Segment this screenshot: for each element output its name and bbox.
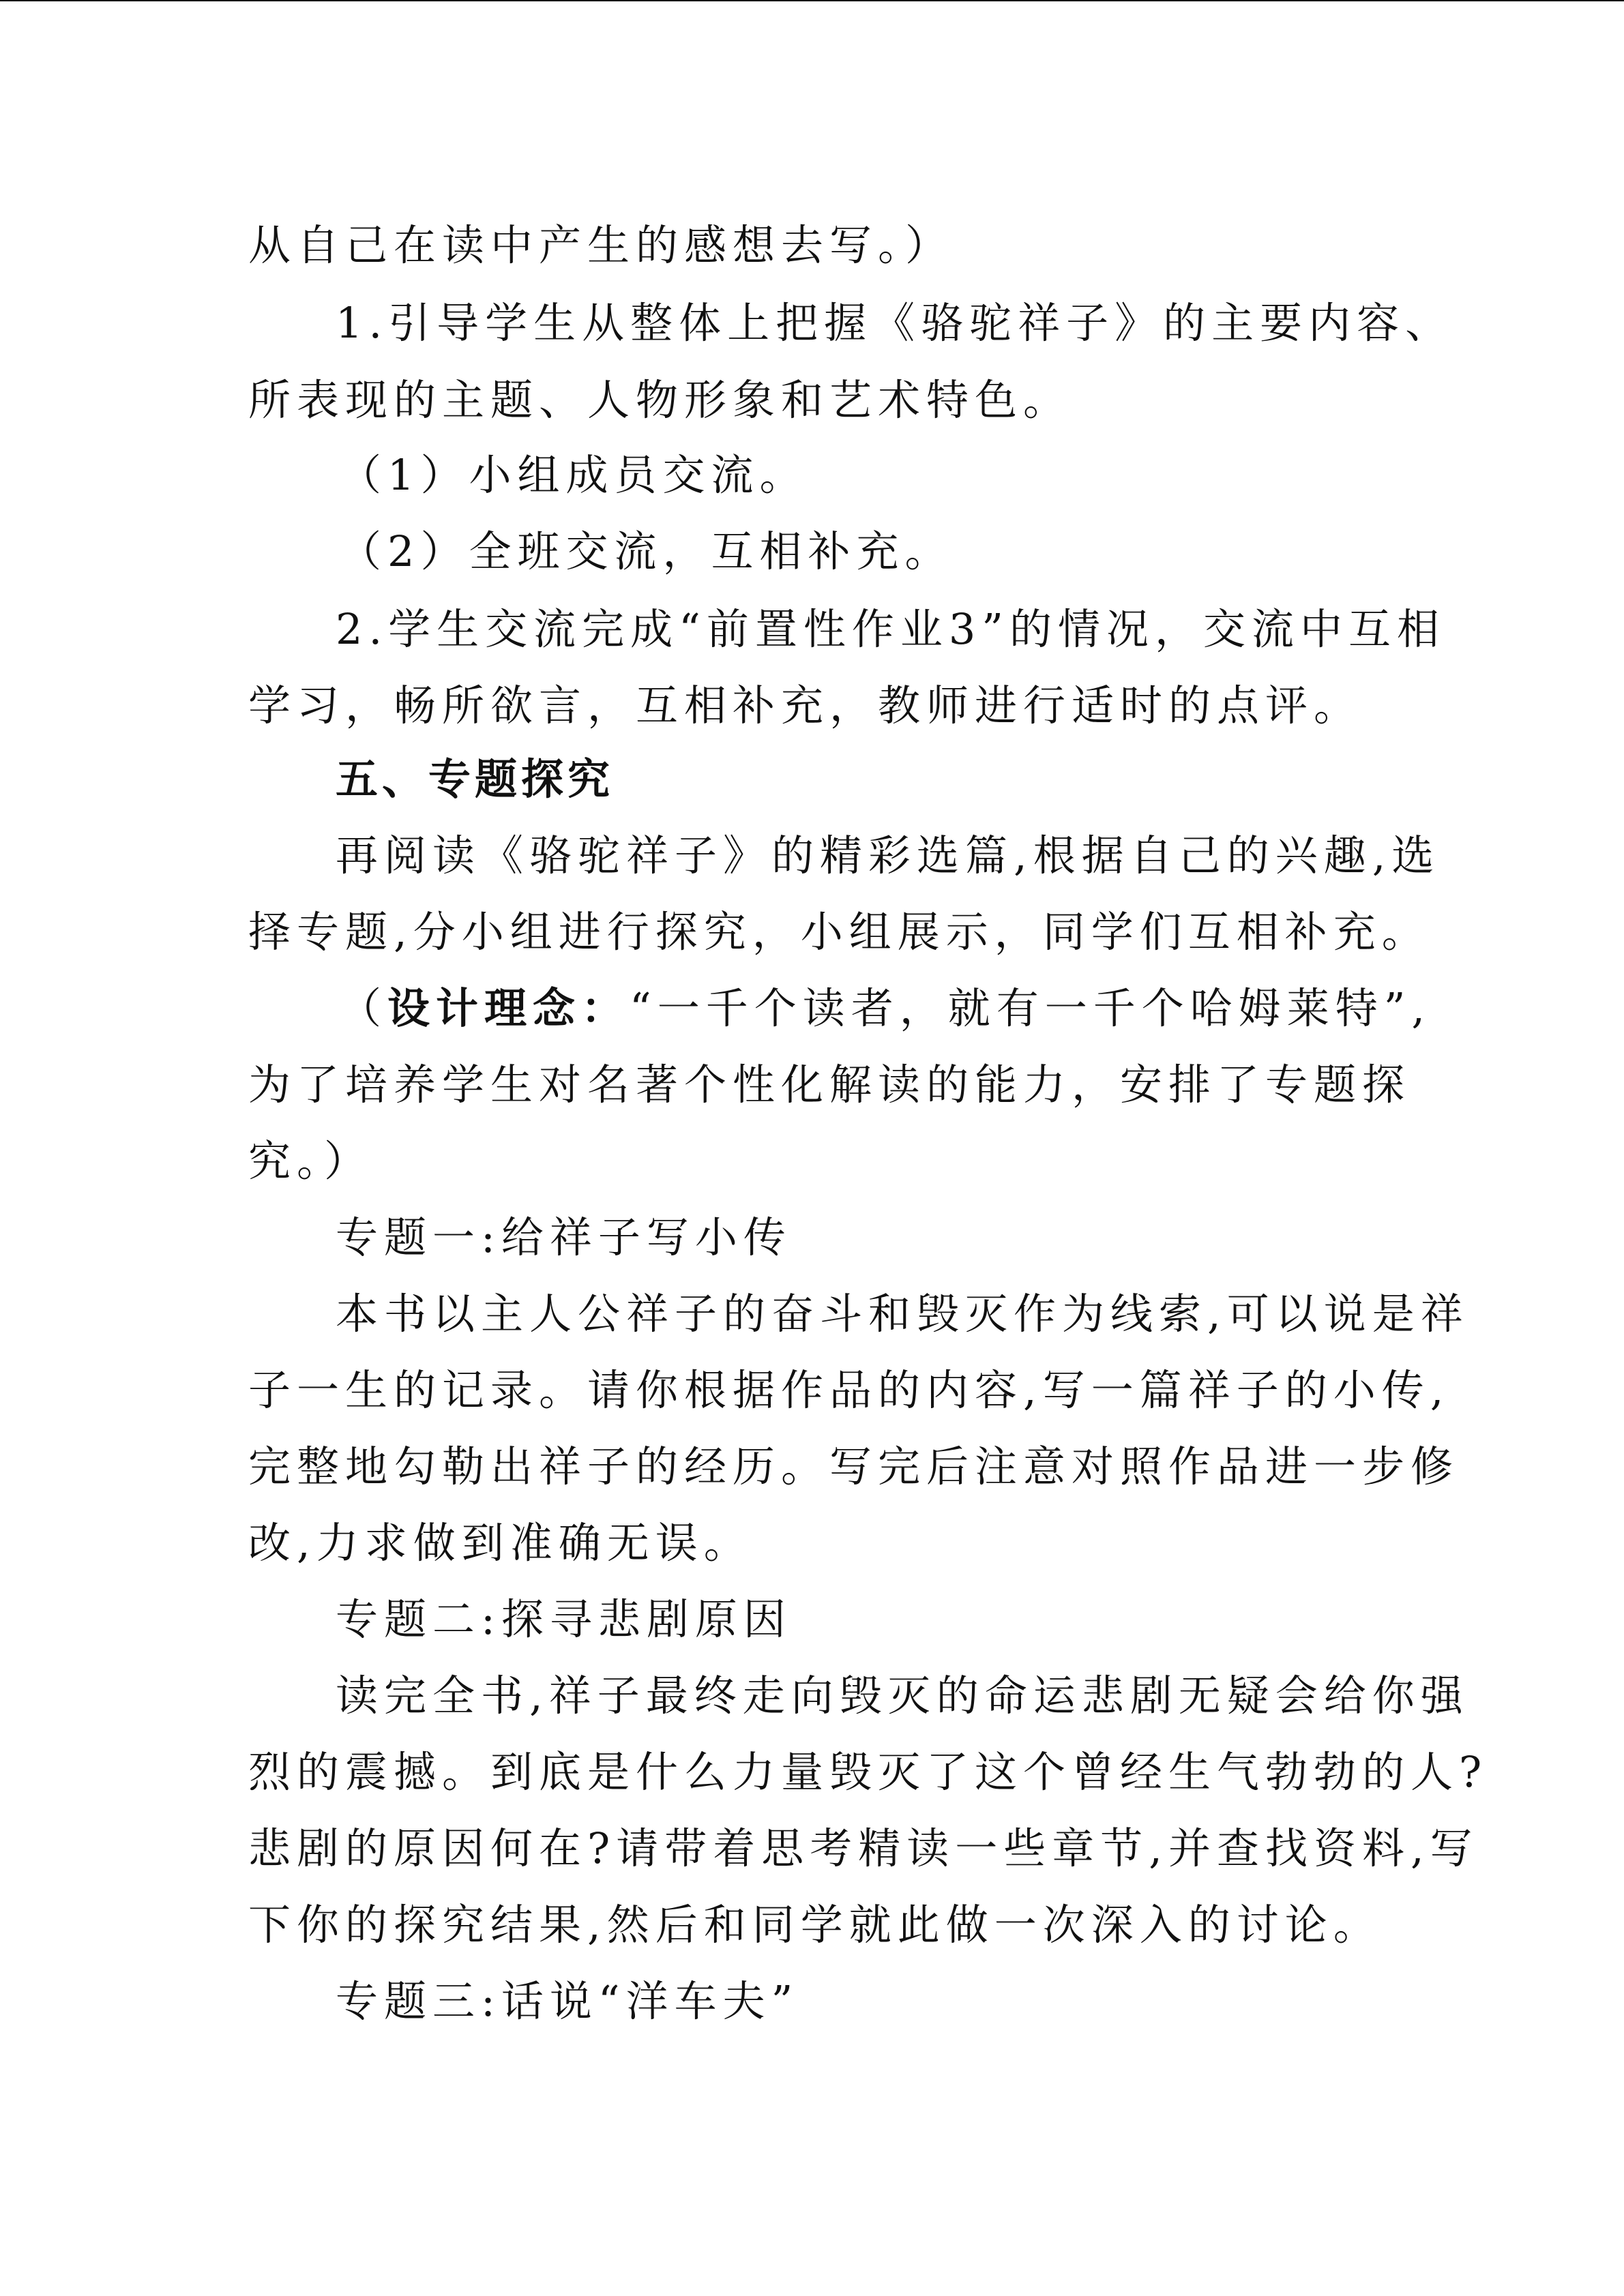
numbered-item-1: 1.引导学生从整体上把握《骆驼祥子》的主要内容、 [336,298,1454,348]
paragraph-line: 读完全书,祥子最终走向毁灭的命运悲剧无疑会给你强 [336,1671,1469,1720]
topic-1-title: 专题一:给祥子写小传 [336,1212,792,1262]
text-line: 下你的探究结果,然后和同学就此做一次深入的讨论。 [248,1900,1382,1950]
topic-2-title: 专题二:探寻悲剧原因 [336,1594,792,1644]
design-note-line [339,981,1431,1036]
text-line: 为了培养学生对名著个性化解读的能力，安排了专题探 [248,1060,1411,1109]
text-line: 烈的震撼。到底是什么力量毁灭了这个曾经生气勃勃的人? [248,1747,1488,1797]
text-line: 子一生的记录。请你根据作品的内容,写一篇祥子的小传, [248,1365,1450,1415]
sub-item-2: （2）全班交流，互相补充。 [339,526,954,576]
text-line: 学习，畅所欲言，互相补充，教师进行适时的点评。 [248,681,1363,730]
section-heading: 五、专题探究 [336,754,615,804]
text-line: 改,力求做到准确无误。 [248,1518,752,1568]
paragraph-line: 再阅读《骆驼祥子》的精彩选篇,根据自己的兴趣,选 [336,831,1441,880]
text-line: 所表现的主题、人物形象和艺术特色。 [248,375,1072,425]
numbered-item-2: 2.学生交流完成“前置性作业3”的情况，交流中互相 [336,604,1445,654]
text-line: 择专题,分小组进行探究，小组展示，同学们互相补充。 [248,907,1430,957]
design-note-quote: “一千个读者，就有一千个哈姆莱特”, [630,983,1432,1033]
text-line: 究。） [248,1136,373,1186]
text-line: 悲剧的原因何在?请带着思考精读一些章节,并查找资料,写 [248,1823,1479,1873]
paragraph-line: 本书以主人公祥子的奋斗和毁灭作为线索,可以说是祥 [336,1289,1469,1339]
design-note-label: 设计理念： [387,983,630,1033]
text-line: 完整地勾勒出祥子的经历。写完后注意对照作品进一步修 [248,1442,1460,1491]
open-paren: （ [339,983,388,1033]
text-line: 从自己在读中产生的感想去写。） [248,220,954,270]
topic-3-title: 专题三:话说“洋车夫” [336,1976,799,2026]
sub-item-1: （1）小组成员交流。 [339,450,808,500]
